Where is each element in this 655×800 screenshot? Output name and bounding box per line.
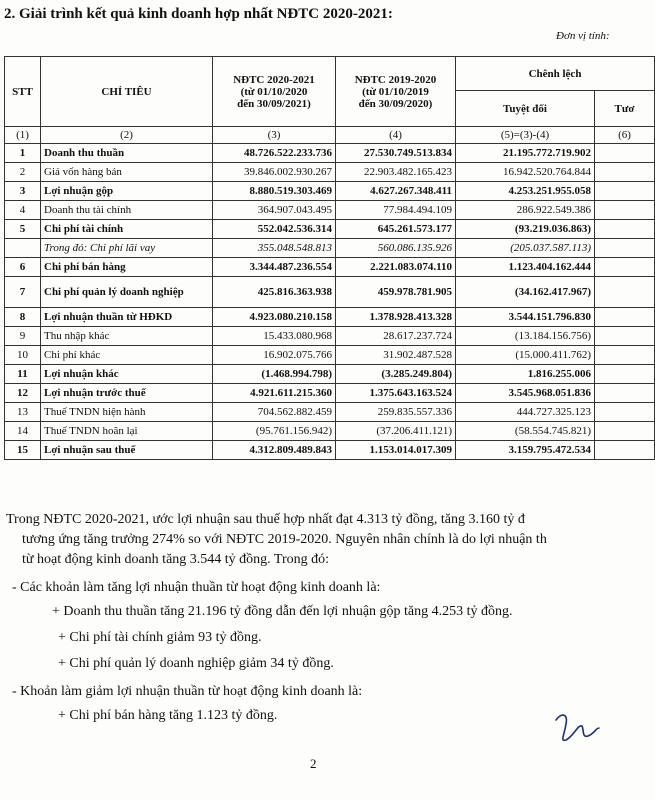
row-value-2021: 425.816.363.938 [213, 277, 336, 308]
paragraph-line-3: từ hoạt động kinh doanh tăng 3.544 tỷ đồng. Trong đó: [22, 552, 330, 567]
table-row [5, 163, 655, 182]
table-row [5, 182, 655, 201]
row-diff-relative [595, 422, 655, 441]
row-diff-absolute: (58.554.745.821) [456, 422, 595, 441]
bullet-decrease-heading: - Khoản làm giảm lợi nhuận thuần từ hoạt động kinh doanh là: [12, 684, 363, 699]
row-value-2021: 4.312.809.489.843 [213, 441, 336, 460]
table-row [5, 422, 655, 441]
row-diff-relative [595, 182, 655, 201]
row-diff-absolute: 286.922.549.386 [456, 201, 595, 220]
row-name: Thuế TNDN hiện hành [41, 403, 213, 422]
row-value-2021: 3.344.487.236.554 [213, 258, 336, 277]
row-diff-relative [595, 308, 655, 327]
row-diff-relative [595, 258, 655, 277]
bullet-revenue: + Doanh thu thuần tăng 21.196 tỷ đồng dẫn đến lợi nhuận gộp tăng 4.253 tỷ đồng. [52, 604, 513, 619]
row-value-2021: 364.907.043.495 [213, 201, 336, 220]
row-value-2020: 28.617.237.724 [336, 327, 456, 346]
header-2020 [336, 57, 456, 127]
row-value-2020: 459.978.781.905 [336, 277, 456, 308]
row-stt: 4 [5, 201, 41, 220]
table-row [5, 277, 655, 308]
row-diff-relative [595, 144, 655, 163]
row-name: Trong đó: Chi phí lãi vay [41, 239, 213, 258]
row-value-2021: 4.923.080.210.158 [213, 308, 336, 327]
row-stt: 13 [5, 403, 41, 422]
row-name: Lợi nhuận thuần từ HĐKD [41, 308, 213, 327]
row-value-2021: 552.042.536.314 [213, 220, 336, 239]
row-value-2020: 1.153.014.017.309 [336, 441, 456, 460]
index-cell: (4) [336, 127, 456, 144]
header-2021-line1: NĐTC 2020-2021 [233, 73, 315, 86]
row-diff-relative [595, 365, 655, 384]
row-diff-absolute: 1.816.255.006 [456, 365, 595, 384]
row-diff-relative [595, 327, 655, 346]
row-diff-absolute: 444.727.325.123 [456, 403, 595, 422]
row-value-2021: (1.468.994.798) [213, 365, 336, 384]
row-stt: 3 [5, 182, 41, 201]
row-name: Thu nhập khác [41, 327, 213, 346]
row-stt: 8 [5, 308, 41, 327]
index-row [5, 127, 655, 144]
row-stt: 5 [5, 220, 41, 239]
row-value-2021: 8.880.519.303.469 [213, 182, 336, 201]
row-value-2021: 704.562.882.459 [213, 403, 336, 422]
row-name: Doanh thu tài chính [41, 201, 213, 220]
row-name: Chi phí tài chính [41, 220, 213, 239]
bullet-finance-cost: + Chi phí tài chính giảm 93 tỷ đồng. [58, 630, 262, 645]
table-row [5, 384, 655, 403]
table-row [5, 346, 655, 365]
row-diff-absolute: 1.123.404.162.444 [456, 258, 595, 277]
row-value-2020: 31.902.487.528 [336, 346, 456, 365]
page-number: 2 [310, 756, 317, 771]
row-value-2020: 1.375.643.163.524 [336, 384, 456, 403]
row-name: Thuế TNDN hoãn lại [41, 422, 213, 441]
row-stt: 10 [5, 346, 41, 365]
row-value-2020: (37.206.411.121) [336, 422, 456, 441]
row-name: Doanh thu thuần [41, 144, 213, 163]
row-name: Chi phí bán hàng [41, 258, 213, 277]
row-value-2020: 2.221.083.074.110 [336, 258, 456, 277]
row-value-2021: 16.902.075.766 [213, 346, 336, 365]
index-cell: (1) [5, 127, 41, 144]
row-value-2020: 27.530.749.513.834 [336, 144, 456, 163]
bullet-admin-cost: + Chi phí quản lý doanh nghiệp giảm 34 tỷ đồng. [58, 656, 334, 671]
header-stt: STT [5, 57, 41, 127]
header-2021 [213, 57, 336, 127]
paragraph-line-2: tương ứng tăng trưởng 274% so với NĐTC 2019-2020. Nguyên nhân chính là do lợi nhuận th [22, 532, 547, 547]
table-row [5, 201, 655, 220]
row-name: Chi phí quản lý doanh nghiệp [41, 277, 213, 308]
header-2020-line3: đến 30/09/2020) [358, 97, 433, 110]
row-diff-absolute: 3.545.968.051.836 [456, 384, 595, 403]
unit-label: Đơn vị tính: [556, 30, 610, 42]
row-stt: 7 [5, 277, 41, 308]
row-diff-relative [595, 277, 655, 308]
row-value-2020: 1.378.928.413.328 [336, 308, 456, 327]
row-name: Lợi nhuận gộp [41, 182, 213, 201]
table-row [5, 308, 655, 327]
row-stt [5, 239, 41, 258]
row-value-2020: 77.984.494.109 [336, 201, 456, 220]
row-diff-absolute: 3.159.795.472.534 [456, 441, 595, 460]
row-diff-absolute: (15.000.411.762) [456, 346, 595, 365]
row-stt: 1 [5, 144, 41, 163]
row-stt: 2 [5, 163, 41, 182]
row-diff-absolute: 21.195.772.719.902 [456, 144, 595, 163]
row-diff-absolute: 3.544.151.796.830 [456, 308, 595, 327]
row-diff-relative [595, 441, 655, 460]
table-row [5, 365, 655, 384]
row-value-2020: 259.835.557.336 [336, 403, 456, 422]
row-stt: 11 [5, 365, 41, 384]
row-diff-absolute: (205.037.587.113) [456, 239, 595, 258]
row-diff-relative [595, 346, 655, 365]
row-value-2020: (3.285.249.804) [336, 365, 456, 384]
row-diff-absolute: 4.253.251.955.058 [456, 182, 595, 201]
index-cell: (6) [595, 127, 655, 144]
header-chenh-lech: Chênh lệch [456, 57, 655, 91]
header-2020-line1: NĐTC 2019-2020 [354, 73, 437, 86]
signature-mark [552, 706, 600, 750]
header-2020-line2: (từ 01/10/2019 [362, 85, 429, 98]
row-value-2020: 4.627.267.348.411 [336, 182, 456, 201]
table-row [5, 441, 655, 460]
bullet-selling-cost: + Chi phí bán hàng tăng 1.123 tỷ đồng. [58, 708, 278, 723]
row-value-2021: 355.048.548.813 [213, 239, 336, 258]
row-diff-relative [595, 384, 655, 403]
row-name: Chi phí khác [41, 346, 213, 365]
table-row [5, 220, 655, 239]
index-cell: (2) [41, 127, 213, 144]
row-stt: 12 [5, 384, 41, 403]
row-diff-relative [595, 220, 655, 239]
row-diff-absolute: 16.942.520.764.844 [456, 163, 595, 182]
row-value-2021: (95.761.156.942) [213, 422, 336, 441]
row-diff-absolute: (34.162.417.967) [456, 277, 595, 308]
header-2021-line2: (từ 01/10/2020 [240, 85, 308, 98]
table-row [5, 258, 655, 277]
row-value-2020: 645.261.573.177 [336, 220, 456, 239]
row-stt: 14 [5, 422, 41, 441]
row-diff-relative [595, 201, 655, 220]
row-name: Lợi nhuận khác [41, 365, 213, 384]
row-stt: 15 [5, 441, 41, 460]
results-table [4, 56, 655, 460]
row-stt: 6 [5, 258, 41, 277]
header-tuyet-doi: Tuyệt đối [456, 91, 595, 127]
row-value-2020: 560.086.135.926 [336, 239, 456, 258]
index-cell: (5)=(3)-(4) [456, 127, 595, 144]
paragraph-line-1: Trong NĐTC 2020-2021, ước lợi nhuận sau thuế hợp nhất đạt 4.313 tỷ đồng, tăng 3.160 tỷ đ [6, 512, 525, 527]
row-value-2020: 22.903.482.165.423 [336, 163, 456, 182]
row-value-2021: 48.726.522.233.736 [213, 144, 336, 163]
row-value-2021: 15.433.080.968 [213, 327, 336, 346]
row-name: Giá vốn hàng bán [41, 163, 213, 182]
row-stt: 9 [5, 327, 41, 346]
header-tuong-doi: Tươ [595, 91, 655, 127]
index-cell: (3) [213, 127, 336, 144]
bullet-increase-heading: - Các khoản làm tăng lợi nhuận thuần từ hoạt động kinh doanh là: [12, 580, 381, 595]
section-heading: 2. Giải trình kết quả kinh doanh hợp nhất NĐTC 2020-2021: [4, 6, 393, 22]
row-value-2021: 4.921.611.215.360 [213, 384, 336, 403]
table-row [5, 327, 655, 346]
header-chi-tieu: CHỈ TIÊU [41, 57, 213, 127]
header-2021-line3: đến 30/09/2021) [237, 97, 311, 110]
row-diff-relative [595, 403, 655, 422]
row-diff-absolute: (93.219.036.863) [456, 220, 595, 239]
row-diff-relative [595, 163, 655, 182]
row-name: Lợi nhuận trước thuế [41, 384, 213, 403]
table-row [5, 144, 655, 163]
row-value-2021: 39.846.002.930.267 [213, 163, 336, 182]
table-row [5, 239, 655, 258]
row-diff-relative [595, 239, 655, 258]
row-diff-absolute: (13.184.156.756) [456, 327, 595, 346]
table-row [5, 403, 655, 422]
row-name: Lợi nhuận sau thuế [41, 441, 213, 460]
